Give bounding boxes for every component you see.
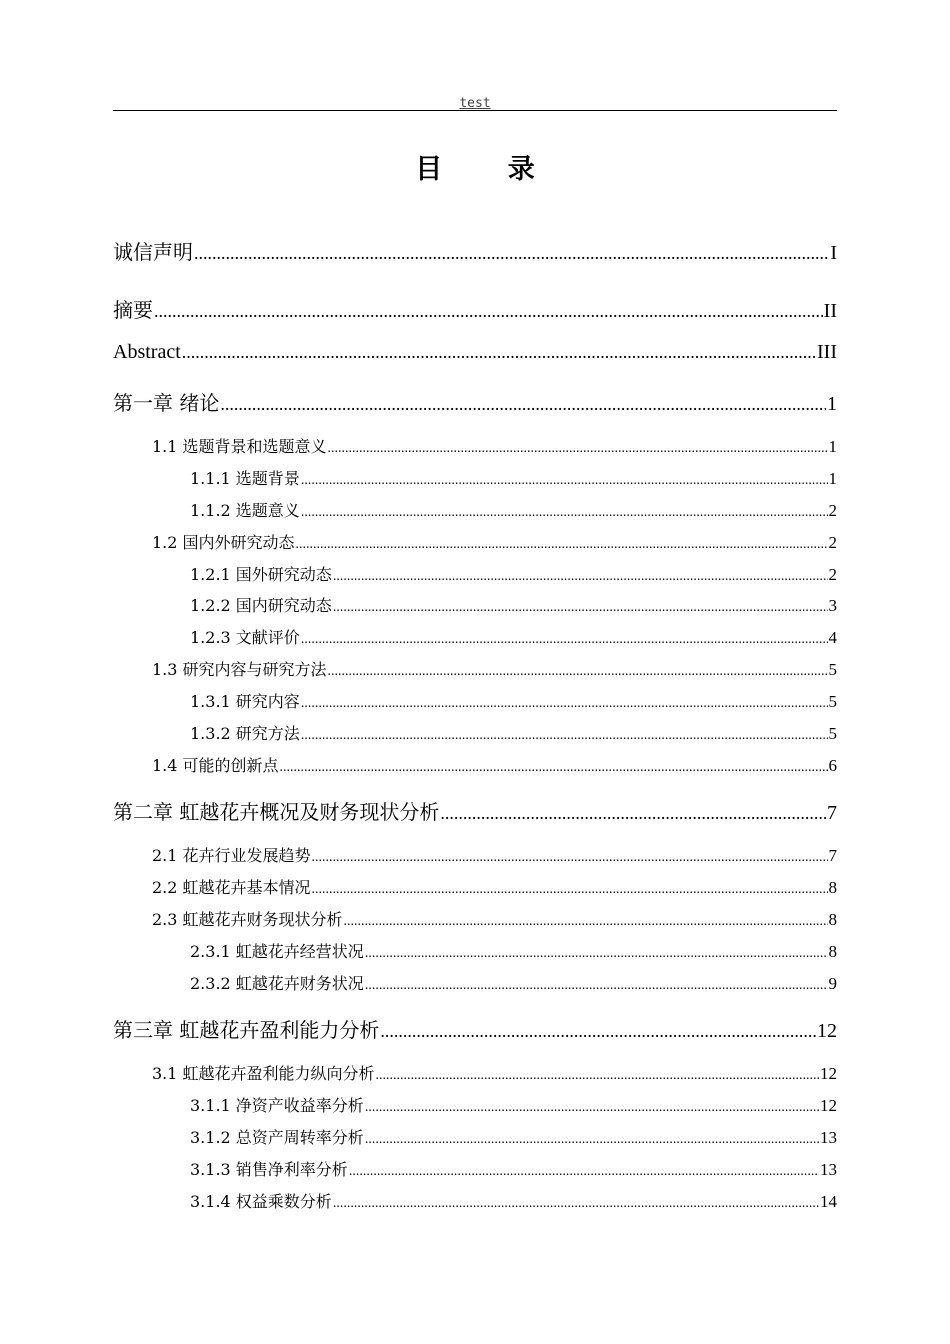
toc-entry[interactable]	[152, 530, 837, 553]
toc-entry-label: 1.3.2 研究方法	[190, 724, 300, 743]
toc-entry-page: III	[817, 341, 837, 363]
toc-entry-label: 第三章 虹越花卉盈利能力分析	[113, 1018, 380, 1042]
toc-entry-label: 第一章 绪论	[113, 391, 220, 415]
toc-entry-page: 12	[820, 1096, 837, 1115]
toc-entry[interactable]	[152, 843, 837, 866]
toc-leader-dots	[333, 1196, 819, 1212]
toc-entry-label: 1.2.3 文献评价	[190, 628, 300, 647]
toc-entry-label: 2.2 虹越花卉基本情况	[152, 878, 311, 897]
toc-leader-dots	[344, 914, 828, 930]
toc-leader-dots	[365, 946, 828, 962]
toc-entry-page: 4	[828, 628, 837, 647]
toc-entry-page: II	[823, 300, 837, 322]
toc-leader-dots	[312, 882, 828, 898]
toc-entry-label: 1.1.1 选题背景	[190, 469, 300, 488]
toc-leader-dots	[301, 728, 828, 744]
toc-entry[interactable]	[190, 625, 837, 648]
toc-leader-dots	[296, 537, 828, 553]
toc-entry[interactable]	[190, 466, 837, 489]
toc-leader-dots	[301, 632, 828, 648]
toc-entry[interactable]	[113, 1014, 837, 1043]
toc-entry-label: 摘要	[113, 298, 153, 322]
toc-entry-page: 2	[828, 565, 837, 584]
toc-leader-dots	[182, 342, 816, 363]
toc-entry[interactable]	[152, 1061, 837, 1084]
toc-leader-dots	[301, 696, 828, 712]
toc-entry[interactable]	[113, 236, 837, 265]
toc-entry-label: 3.1 虹越花卉盈利能力纵向分析	[152, 1064, 375, 1083]
toc-entry-page: 2	[828, 533, 837, 552]
toc-entry-page: 5	[828, 660, 837, 679]
toc-leader-dots	[301, 505, 828, 521]
toc-leader-dots	[365, 978, 828, 994]
toc-entry[interactable]	[113, 387, 837, 416]
toc-leader-dots	[301, 473, 828, 489]
toc-entry[interactable]	[190, 971, 837, 994]
toc-entry-label: 3.1.3 销售净利率分析	[190, 1160, 348, 1179]
toc-entry-label: 第二章 虹越花卉概况及财务现状分析	[113, 800, 440, 824]
toc-entry-label: 3.1.2 总资产周转率分析	[190, 1128, 364, 1147]
toc-leader-dots	[349, 1164, 819, 1180]
toc-leader-dots	[365, 1100, 819, 1116]
toc-entry[interactable]	[113, 796, 837, 825]
toc-entry-page: 3	[828, 596, 837, 615]
toc-entry-label: 3.1.4 权益乘数分析	[190, 1192, 332, 1211]
toc-leader-dots	[312, 850, 828, 866]
toc-entry-label: 1.1.2 选题意义	[190, 501, 300, 520]
page-header	[113, 92, 837, 111]
toc-entry-label: 3.1.1 净资产收益率分析	[190, 1096, 364, 1115]
toc-entry-page: 8	[828, 878, 837, 897]
toc-leader-dots	[376, 1068, 819, 1084]
toc-entry[interactable]	[152, 434, 837, 457]
toc-entry-page: 1	[828, 437, 837, 456]
toc-entry[interactable]	[152, 657, 837, 680]
toc-entry[interactable]	[190, 1189, 837, 1212]
header-text: test	[459, 96, 491, 111]
toc-entry[interactable]	[113, 294, 837, 323]
toc-entry-label: 1.2 国内外研究动态	[152, 533, 295, 552]
toc-entry[interactable]	[190, 562, 837, 585]
toc-entry-label: 1.3.1 研究内容	[190, 692, 300, 711]
toc-entry[interactable]	[152, 875, 837, 898]
toc-leader-dots	[333, 569, 828, 585]
toc-leader-dots	[280, 760, 828, 776]
toc-entry-label: Abstract	[113, 341, 181, 363]
toc-entry[interactable]	[190, 1093, 837, 1116]
toc-leader-dots	[365, 1132, 819, 1148]
toc-entry-page: 7	[827, 802, 837, 824]
toc-leader-dots	[380, 1021, 816, 1042]
toc-entry[interactable]	[190, 689, 837, 712]
toc-entry-page: 6	[828, 756, 837, 775]
toc-leader-dots	[220, 394, 826, 415]
toc-leader-dots	[328, 664, 828, 680]
toc-title: 目 录	[415, 154, 563, 185]
toc-entry-label: 2.3.1 虹越花卉经营状况	[190, 942, 364, 961]
toc-entry-label: 1.2.1 国外研究动态	[190, 565, 332, 584]
toc-entry-page: 5	[828, 692, 837, 711]
toc-entry-page: 12	[817, 1020, 837, 1042]
toc-entry-page: 7	[828, 846, 837, 865]
toc-entry[interactable]	[152, 753, 837, 776]
toc-entry[interactable]	[190, 1125, 837, 1148]
toc-entry-label: 1.3 研究内容与研究方法	[152, 660, 327, 679]
toc-entry[interactable]	[152, 907, 837, 930]
toc-entry[interactable]	[113, 341, 837, 364]
toc-entry-label: 1.2.2 国内研究动态	[190, 596, 332, 615]
toc-entry[interactable]	[190, 498, 837, 521]
toc-entry-page: 5	[828, 724, 837, 743]
toc-entry-label: 诚信声明	[113, 240, 193, 264]
toc-entry-page: 13	[820, 1160, 837, 1179]
toc-entry-page: 13	[820, 1128, 837, 1147]
toc-entry-page: 12	[820, 1064, 837, 1083]
toc-entry-page: 9	[828, 974, 837, 993]
toc-leader-dots	[328, 441, 828, 457]
toc-entry-page: 1	[827, 393, 837, 415]
toc-entry-page: 8	[828, 942, 837, 961]
toc-entry-label: 1.1 选题背景和选题意义	[152, 437, 327, 456]
toc-leader-dots	[333, 600, 828, 616]
toc-leader-dots	[440, 803, 826, 824]
toc-entry-label: 2.3.2 虹越花卉财务状况	[190, 974, 364, 993]
toc-entry-page: I	[830, 242, 837, 264]
toc-leader-dots	[154, 301, 823, 322]
toc-entry-page: 8	[828, 910, 837, 929]
toc-entry[interactable]	[190, 939, 837, 962]
toc-entry-page: 2	[828, 501, 837, 520]
toc-entry-label: 1.4 可能的创新点	[152, 756, 279, 775]
toc-entry-label: 2.3 虹越花卉财务现状分析	[152, 910, 343, 929]
toc-entry-page: 14	[820, 1192, 837, 1211]
toc-entry-page: 1	[828, 469, 837, 488]
toc-entry[interactable]	[190, 1157, 837, 1180]
toc-entry[interactable]	[190, 721, 837, 744]
toc-leader-dots	[194, 243, 829, 264]
toc-entry[interactable]	[190, 593, 837, 616]
toc-entry-label: 2.1 花卉行业发展趋势	[152, 846, 311, 865]
